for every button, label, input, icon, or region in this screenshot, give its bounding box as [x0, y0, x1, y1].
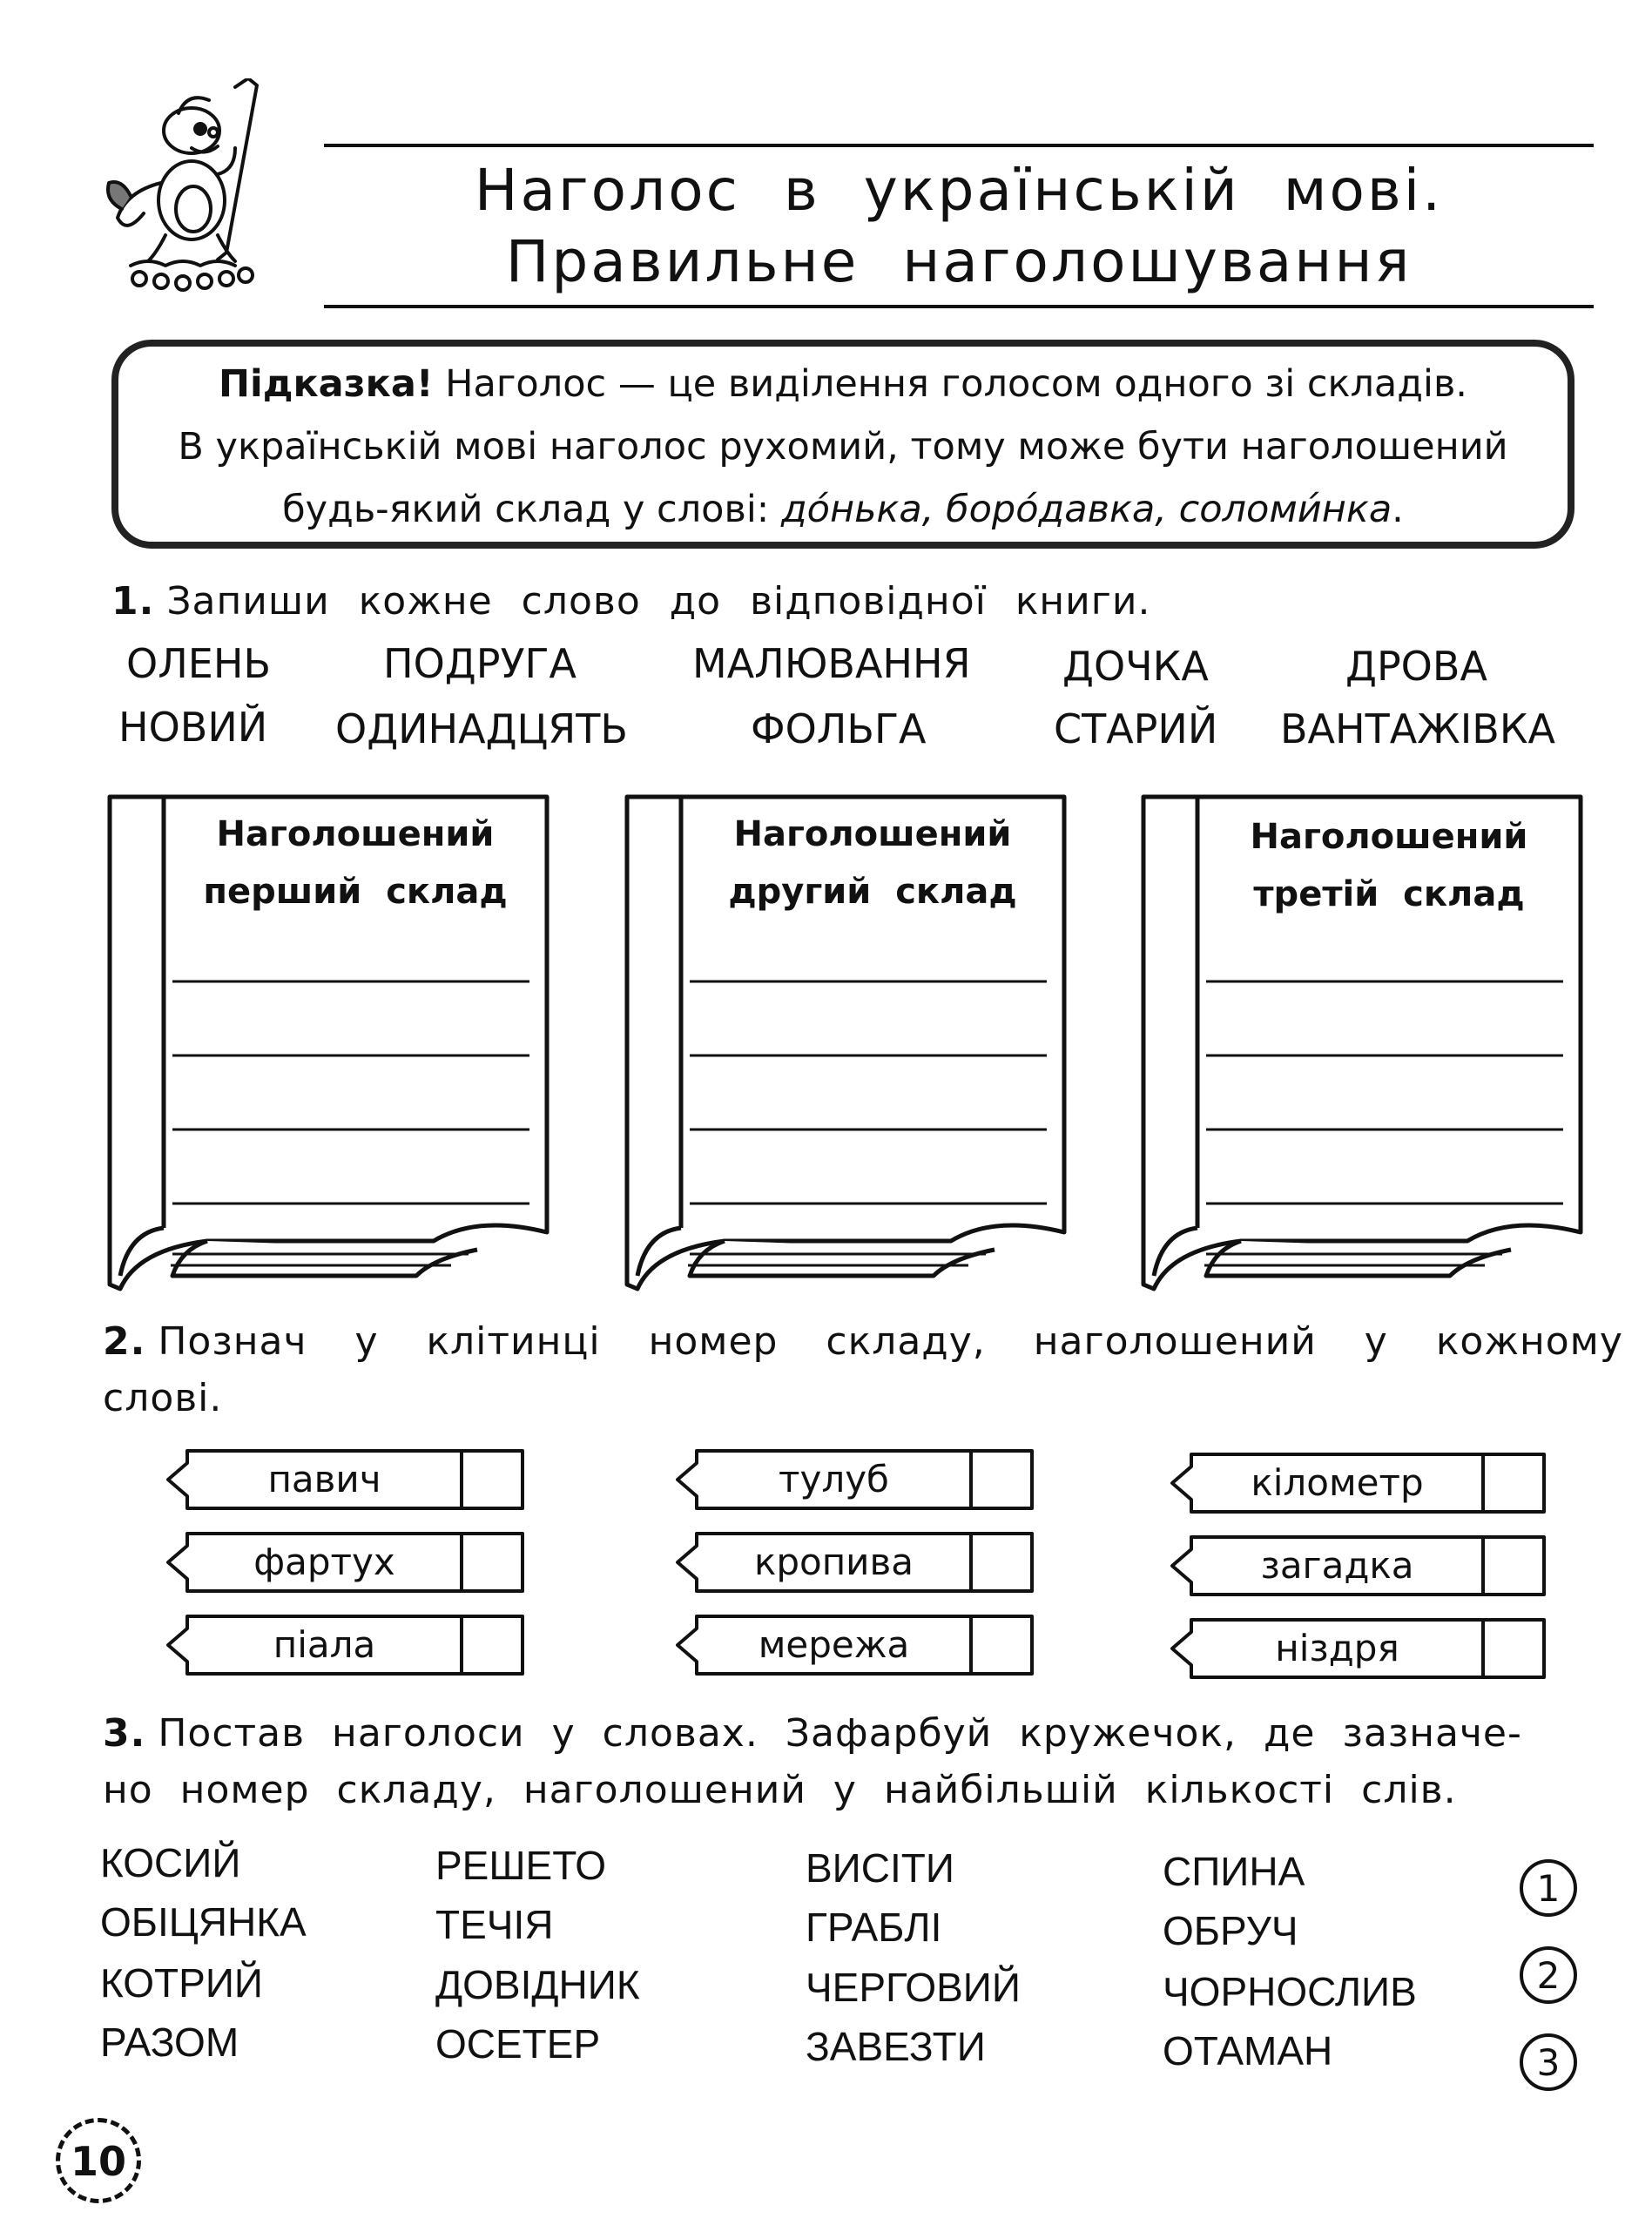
tag-label: кропива: [754, 1541, 914, 1583]
answer-cell[interactable]: [973, 1618, 1030, 1672]
word-6: НОВИЙ: [118, 704, 268, 751]
circle-option-3[interactable]: 3: [1520, 2033, 1577, 2091]
hint-examples: до́нька, боро́давка, соломи́нка: [780, 488, 1392, 531]
task-3-instruction-line-1: [103, 1711, 1522, 1756]
page-title-line-2: Правильне наголошування: [505, 228, 1413, 295]
book-3-title: [1197, 808, 1581, 923]
dinosaur-hockey-icon: [96, 78, 296, 296]
tag-word-1: [161, 1446, 531, 1515]
task-2-instruction-line-2: слові.: [103, 1376, 223, 1420]
page-number: 10: [56, 2118, 141, 2203]
tag-word-4: [671, 1446, 1041, 1515]
title-rule-top: [324, 144, 1594, 147]
book-1-title-line-1: Наголошений: [216, 814, 495, 854]
word-10: ВАНТАЖІВКА: [1280, 705, 1555, 752]
tag-word-3: [161, 1611, 531, 1681]
word-5: ДРОВА: [1345, 643, 1487, 690]
word3-6: ТЕЧІЯ: [435, 1902, 554, 1947]
title-rule-bottom: [324, 305, 1594, 308]
tag-label: мережа: [758, 1623, 910, 1666]
answer-cell[interactable]: [973, 1535, 1030, 1589]
word3-11: ЧЕРГОВИЙ: [806, 1965, 1021, 2010]
book-1-title: [164, 806, 547, 920]
answer-cell[interactable]: [1485, 1622, 1542, 1676]
task-3-instruction-line-2: но номер складу, наголошений у найбільшій кількості слів.: [103, 1768, 1457, 1812]
tag-label: тулуб: [779, 1458, 889, 1500]
book-3-title-line-2: третій склад: [1253, 874, 1525, 914]
tag-label: павич: [267, 1458, 381, 1500]
book-2-title: [681, 806, 1064, 920]
answer-cell[interactable]: [463, 1618, 521, 1672]
word-3: МАЛЮВАННЯ: [692, 640, 971, 687]
hint-end: .: [1392, 488, 1404, 531]
tag-word-6: [671, 1611, 1041, 1681]
word-9: СТАРИЙ: [1054, 705, 1218, 752]
word3-9: ВИСІТИ: [806, 1845, 954, 1891]
task-1-instruction: [111, 579, 1150, 624]
task-2-instruction-line-1: [103, 1319, 1623, 1364]
task-1-number: 1.: [111, 579, 155, 624]
word3-14: ОБРУЧ: [1163, 1908, 1298, 1953]
answer-cell[interactable]: [463, 1535, 521, 1589]
tag-label: піала: [273, 1623, 376, 1666]
tag-word-2: [161, 1528, 531, 1598]
task-2-text-1: Познач у клітинці номер складу, наголошений у кожному: [158, 1319, 1623, 1364]
tag-word-9: [1165, 1615, 1553, 1684]
word-8: ФОЛЬГА: [751, 705, 927, 752]
word3-15: ЧОРНОСЛИВ: [1163, 1969, 1417, 2014]
word3-16: ОТАМАН: [1163, 2028, 1333, 2074]
word3-10: ГРАБЛІ: [806, 1905, 942, 1950]
book-3-title-line-1: Наголошений: [1250, 817, 1528, 857]
tag-label: фартух: [253, 1541, 395, 1583]
word3-1: КОСИЙ: [100, 1840, 241, 1885]
word3-4: РАЗОМ: [100, 2020, 239, 2065]
hint-line-2: В українській мові наголос рухомий, тому може бути наголошений: [178, 425, 1508, 469]
tag-label: загадка: [1260, 1544, 1414, 1587]
tag-word-5: [671, 1528, 1041, 1598]
word3-8: ОСЕТЕР: [435, 2021, 601, 2067]
answer-cell[interactable]: [1485, 1456, 1542, 1510]
word-1: ОЛЕНЬ: [126, 640, 272, 687]
word3-12: ЗАВЕЗТИ: [806, 2024, 986, 2069]
book-1-title-line-2: перший склад: [203, 872, 508, 912]
circle-option-1[interactable]: 1: [1520, 1859, 1577, 1917]
word-7: ОДИНАДЦЯТЬ: [335, 705, 628, 752]
book-2-title-line-2: другий склад: [728, 872, 1017, 912]
tag-label: кілометр: [1251, 1461, 1424, 1504]
answer-cell[interactable]: [1485, 1539, 1542, 1593]
word3-5: РЕШЕТО: [435, 1843, 607, 1888]
word3-13: СПИНА: [1163, 1849, 1305, 1894]
task-2-number: 2.: [103, 1319, 146, 1364]
hint-text: [111, 353, 1574, 541]
task-1-text: Запиши кожне слово до відповідної книги.: [166, 579, 1151, 624]
word-4: ДОЧКА: [1062, 643, 1209, 690]
book-2-title-line-1: Наголошений: [733, 814, 1012, 854]
word3-3: КОТРИЙ: [100, 1960, 263, 2006]
word3-2: ОБІЦЯНКА: [100, 1899, 307, 1945]
page-title-line-1: Наголос в українській мові.: [474, 157, 1444, 224]
hint-line-1: Наголос — це виділення голосом одного зі складів.: [433, 362, 1467, 406]
answer-cell[interactable]: [463, 1453, 521, 1507]
task-3-text-1: Постав наголоси у словах. Зафарбуй кружечок, де зазначе-: [158, 1711, 1522, 1756]
hint-line-3: будь-який склад у слові:: [282, 488, 781, 531]
tag-word-8: [1165, 1532, 1553, 1602]
tag-word-7: [1165, 1449, 1553, 1519]
word-2: ПОДРУГА: [383, 640, 577, 687]
circle-option-2[interactable]: 2: [1520, 1946, 1577, 2004]
tag-label: ніздря: [1275, 1627, 1399, 1669]
answer-cell[interactable]: [973, 1453, 1030, 1507]
hint-label: Підказка!: [219, 362, 434, 406]
word3-7: ДОВІДНИК: [435, 1962, 640, 2007]
task-3-number: 3.: [103, 1711, 146, 1756]
